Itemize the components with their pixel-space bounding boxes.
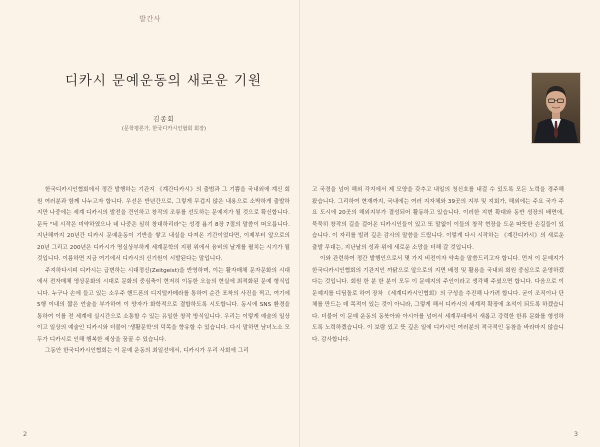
section-label: 발간사 <box>139 15 161 23</box>
article-title: 디카시 문예운동의 새로운 기원 <box>65 74 262 89</box>
right-page <box>300 0 600 447</box>
page-number-right: 3 <box>573 430 578 438</box>
byline <box>37 115 291 133</box>
portrait-image <box>532 73 580 143</box>
body-paragraph: 고 국경을 넘어 해외 각지에서 제 모양을 갖추고 내일의 청신호를 내걸 수 있도록 모든 노력을 경주해 왔습니다. 그리하여 현재까지, 국내에는 여러 지자체와 39곳의 지부 및 지회가, 해외에는 주요 국가 주요 도시에 20곳의 해외지부가 결성되어 활동하고 있습니다. 이러한 지변 확대와 동반 성장의 배면에, 묵묵히 창작의 길을 걸어온 디카시인들이 있고 또 말없이 이들의 창작 현장을 도운 따뜻한 손길들이 있습니다. 이 자리를 빌려 깊은 감사의 말씀을 드립니다. 이렇게 다시 시작하는 《계간디카시》의 새로운 출발 무대는, 지난날의 성과 위에 새로운 소망을 더해 갈 것입니다. <box>312 187 564 251</box>
page-number-left: 2 <box>23 430 28 438</box>
right-body-text <box>312 185 564 346</box>
body-paragraph: 그동안 한국디카시인협회는 이 문예 운동의 최일선에서, 디카시가 우리 사회에 그리 <box>45 348 249 354</box>
body-paragraph: 한국디카시인협회에서 정간 발행하는 기관지 《계간디카시》의 출범과 그 기쁨을 국내외에 계신 회원 여러분과 함께 나누고자 합니다. 우선은 반년간으로, 그렇게 무겁지 않은 내용으로 소박하게 출발하지만 나중에는 세계 디카시의 발전을 견인하고 창작의 조류를 선도하는 문예지가 될 것으로 확신합니다. 문득 "네 시작은 미약하였으나 네 나중은 심히 창대하리라"는 성경 욥기 8장 7절의 말씀이 떠오릅니다. 지난해까지 20년간 디카시 문예운동이 기반을 쌓고 내실을 다져온 기간이었다면, 이제부터 앞으로의 20년 그리고 200년은 디카시가 명실상부하게 세계문학의 지평 위에서 융비의 날개를 펼치는 시기가 될 것입니다. 이름하면 지금 여기에서 디카시의 신기원이 시발된다는 말입니다. <box>37 187 290 262</box>
body-paragraph: 이와 관련하여 정간 발행인으로서 몇 가지 비전이자 약속을 말씀드리고자 합니다. 먼저 이 문예지가 한국디카시인협회의 기관지인 까닭으로 앞으로의 지면 배정 및 활용을 국내외 회원 중심으로 운영하겠다는 것입니다. 회원 한 분 한 분이 모두 이 문예지의 주인이라고 생각해 주셨으면 합니다. 다음으로 이 문예지를 디딤돌로 하여 장차 《세계디카시인협회》의 구성을 추진해 나가려 합니다. 굳이 조직이나 단체를 만드는 데 목적이 있는 것이 아니라, 그렇게 해서 디카시의 세계적 확장에 초석이 되도록 하겠습니다. 더불어 이 문예 운동의 동북아와 아시아를 넘어서 세계무대에서 새롭고 강력한 한류 문화를 형성하도록 노력하겠습니다. 이 보람 있고 뜻 깊은 일에 디카시인 여러분의 적극적인 동참을 바라마지 않습니다. 감사합니다. <box>312 256 564 343</box>
left-body-text <box>37 185 290 358</box>
author-portrait <box>531 72 581 144</box>
author-role: (문학평론가, 한국디카시인협회 회장) <box>121 126 207 132</box>
author-name: 김종회 <box>153 116 175 123</box>
body-paragraph: 주지하다시피 디카시는 급변하는 시대정신(Zeitgeist)을 반영하며, 이는 활자매체 문자문화의 시대에서 전자매체 영상문화의 시대로 문화의 중심축이 현저히 이동한 오늘의 현실에 최적화된 문예 형식입니다. 누구나 손에 들고 있는 소우주 핸드폰의 디지털카메라를 통하여 순간 포착의 사진을 찍고, 여기에 5행 이내의 짧은 언술을 부가하여 이 양자가 화학적으로 결합하도록 시도합니다. 동시에 SNS 환경을 통하여 이를 전 세계에 실시간으로 소통할 수 있는 유일한 창작 방식입니다. 우리는 이렇게 예술의 일상이고 일상의 예술인 디카시와 더불어 '생활문학'의 덕목을 향유할 수 있습니다. 다시 말하면 남녀노소 모두가 디카시로 인해 행복한 세상을 꿈꿀 수 있습니다. <box>37 267 290 343</box>
